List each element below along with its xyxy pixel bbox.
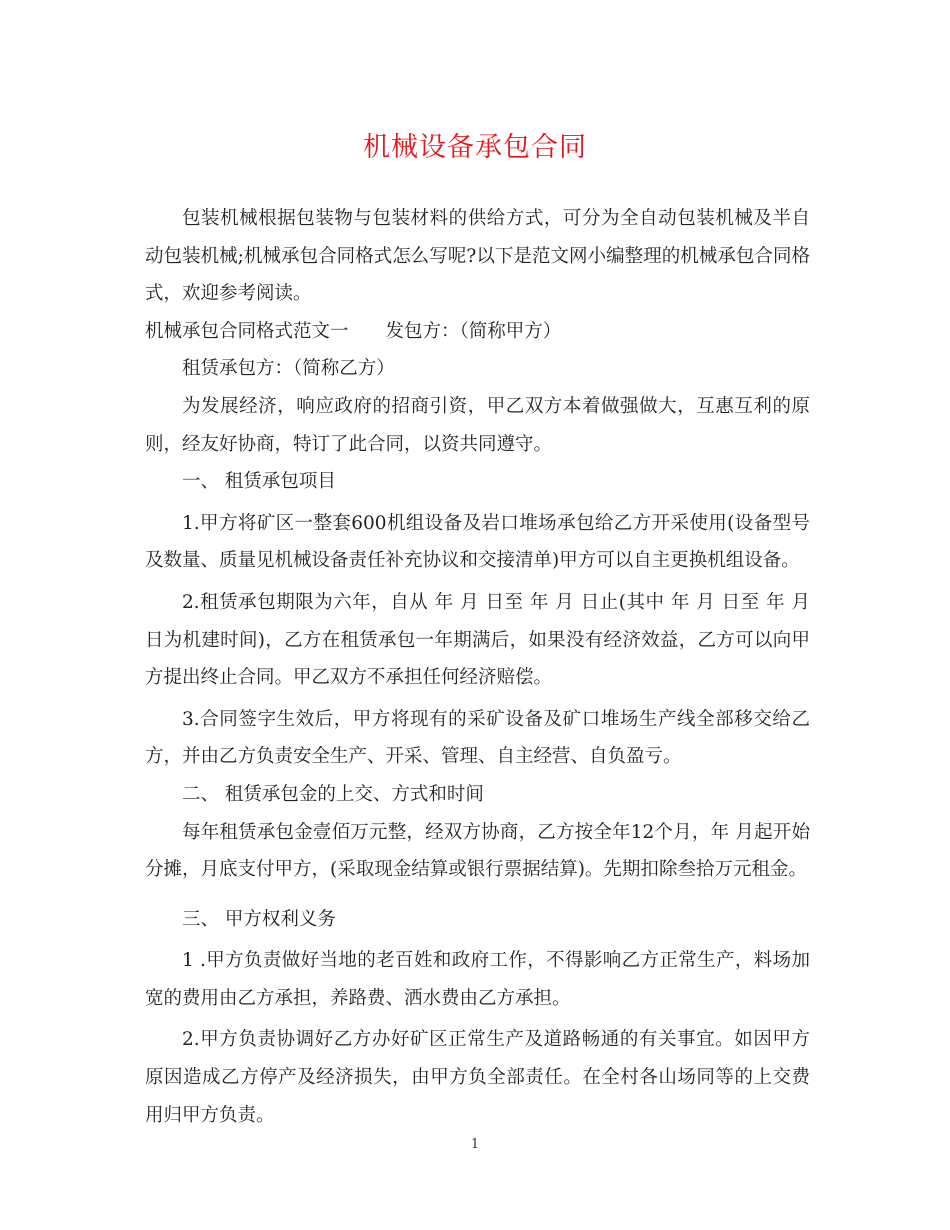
- page-number: 1: [470, 1137, 480, 1152]
- clause-1-2: 2.租赁承包期限为六年，自从 年 月 日至 年 月 日止(其中 年 月 日至 年 月 日为机建时间)，乙方在租赁承包一年期满后，如果没有经济效益，乙方可以向甲方提出终止合同。甲乙双方不承担任何经济赔偿。: [145, 591, 810, 689]
- clause-1-1: 1.甲方将矿区一整套600机组设备及岩口堆场承包给乙方开采使用(设备型号及数量、质量见机械设备责任补充协议和交接清单)甲方可以自主更换机组设备。: [145, 512, 810, 572]
- clause-3-1: 1 .甲方负责做好当地的老百姓和政府工作，不得影响乙方正常生产，料场加宽的费用由乙方承担，养路费、洒水费由乙方承担。: [145, 950, 810, 1009]
- preamble-paragraph: 为发展经济，响应政府的招商引资，甲乙双方本着做强做大，互惠互利的原则，经友好协商，特订了此合同，以资共同遵守。: [145, 395, 810, 455]
- clause-2-1: 每年租赁承包金壹佰万元整，经双方协商，乙方按全年12个月，年 月起开始分摊，月底支付甲方，(采取现金结算或银行票据结算)。先期扣除叁拾万元租金。: [145, 821, 810, 881]
- section-heading-3: 三、 甲方权利义务: [182, 908, 336, 930]
- clause-1-3: 3.合同签字生效后，甲方将现有的采矿设备及矿口堆场生产线全部移交给乙方，并由乙方负责安全生产、开采、管理、自主经营、自负盈亏。: [145, 708, 810, 768]
- lessee-line: 租赁承包方：（简称乙方）: [182, 358, 395, 380]
- document-title: 机械设备承包合同: [363, 132, 587, 163]
- contract-party-line: 机械承包合同格式范文一 发包方：（简称甲方）: [145, 320, 562, 342]
- section-heading-1: 一、 租赁承包项目: [182, 471, 336, 493]
- document-body: [145, 200, 810, 1134]
- section-heading-2: 二、 租赁承包金的上交、方式和时间: [182, 783, 484, 805]
- clause-3-2: 2.甲方负责协调好乙方办好矿区正常生产及道路畅通的有关事宜。如因甲方原因造成乙方停产及经济损失，由甲方负全部责任。在全村各山场同等的上交费用归甲方负责。: [145, 1029, 810, 1126]
- intro-paragraph: 包装机械根据包装物与包装材料的供给方式，可分为全自动包装机械及半自动包装机械;机械承包合同格式怎么写呢?以下是范文网小编整理的机械承包合同格式，欢迎参考阅读。: [145, 208, 810, 305]
